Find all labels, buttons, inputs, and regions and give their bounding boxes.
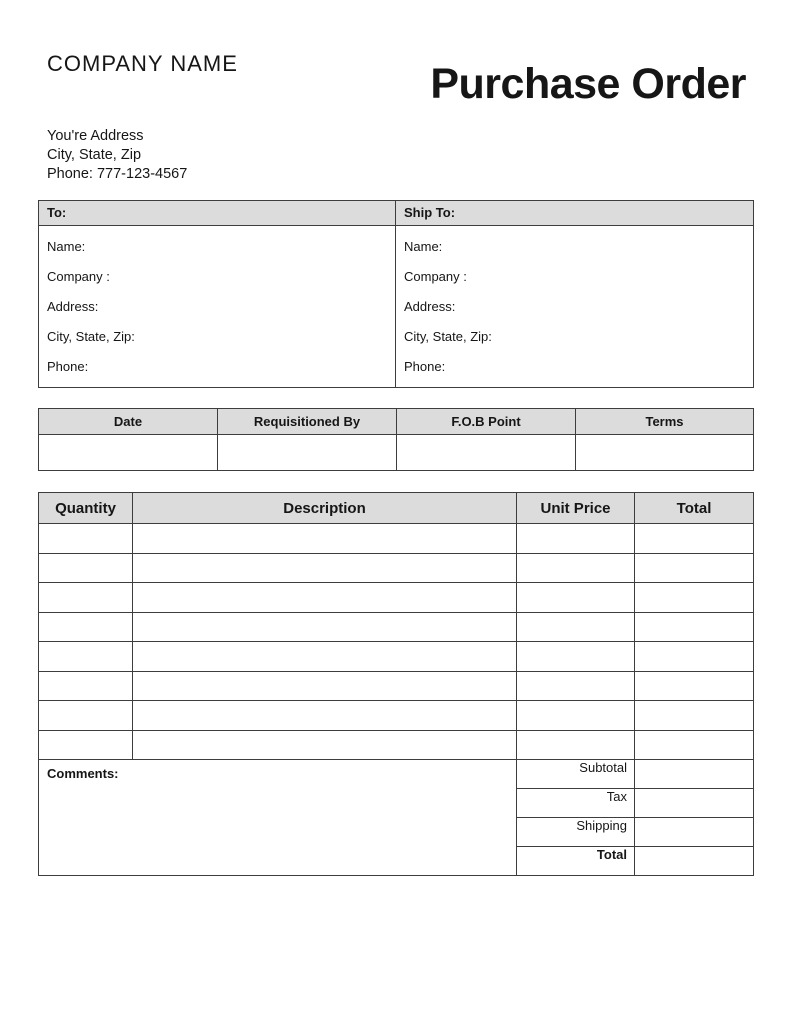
item-cell-total (635, 642, 754, 672)
item-cell-total (635, 524, 754, 554)
page-title: Purchase Order (430, 60, 746, 108)
item-cell-description (133, 642, 517, 672)
shipto-field-city-state-zip: City, State, Zip: (404, 329, 492, 344)
to-fields-cell (39, 226, 396, 388)
item-row (39, 642, 754, 672)
item-cell-description (133, 612, 517, 642)
summary-value-total (635, 847, 754, 876)
item-cell-total (635, 671, 754, 701)
item-cell-quantity (39, 701, 133, 731)
to-field-city-state-zip: City, State, Zip: (47, 329, 135, 344)
item-cell-description (133, 553, 517, 583)
item-cell-description (133, 701, 517, 731)
order-info-table (38, 408, 754, 471)
item-cell-unit-price (517, 612, 635, 642)
shipto-field-address: Address: (404, 299, 456, 314)
to-field-address: Address: (47, 299, 99, 314)
item-row (39, 671, 754, 701)
item-cell-quantity (39, 612, 133, 642)
item-row (39, 730, 754, 760)
summary-table (38, 759, 754, 876)
order-info-header-fob-point: F.O.B Point (397, 409, 576, 435)
company-address-line: City, State, Zip (47, 147, 142, 163)
item-cell-quantity (39, 642, 133, 672)
summary-label-subtotal: Subtotal (517, 760, 635, 789)
items-header-unit-price: Unit Price (517, 493, 635, 524)
item-cell-unit-price (517, 553, 635, 583)
item-cell-total (635, 583, 754, 613)
item-row (39, 583, 754, 613)
company-name: COMPANY NAME (47, 51, 238, 76)
to-field-company: Company : (47, 269, 110, 284)
item-cell-unit-price (517, 642, 635, 672)
item-row (39, 701, 754, 731)
summary-value-subtotal (635, 760, 754, 789)
comments-cell (39, 760, 517, 876)
item-cell-total (635, 612, 754, 642)
items-header-quantity: Quantity (39, 493, 133, 524)
item-cell-quantity (39, 583, 133, 613)
to-field-phone: Phone: (47, 359, 89, 374)
items-header-total: Total (635, 493, 754, 524)
order-info-value-requisitioned-by (218, 435, 397, 471)
item-cell-quantity (39, 553, 133, 583)
item-cell-unit-price (517, 583, 635, 613)
summary-value-tax (635, 789, 754, 818)
item-cell-unit-price (517, 730, 635, 760)
comments-label: Comments: (47, 766, 119, 781)
item-cell-quantity (39, 730, 133, 760)
item-cell-unit-price (517, 701, 635, 731)
line-items-table (38, 492, 754, 760)
order-info-header-requisitioned-by: Requisitioned By (218, 409, 397, 435)
summary-label-total: Total (517, 847, 635, 876)
order-info-value-terms (576, 435, 754, 471)
shipto-field-phone: Phone: (404, 359, 446, 374)
items-header-description: Description (133, 493, 517, 524)
item-cell-quantity (39, 671, 133, 701)
summary-value-shipping (635, 818, 754, 847)
item-cell-description (133, 583, 517, 613)
company-phone-line: Phone: 777-123-4567 (47, 166, 188, 182)
item-row (39, 612, 754, 642)
summary-label-shipping: Shipping (517, 818, 635, 847)
item-row (39, 553, 754, 583)
to-field-name: Name: (47, 239, 86, 254)
item-cell-description (133, 730, 517, 760)
order-info-value-fob-point (397, 435, 576, 471)
item-cell-unit-price (517, 524, 635, 554)
summary-label-tax: Tax (517, 789, 635, 818)
item-cell-total (635, 701, 754, 731)
item-cell-total (635, 730, 754, 760)
items-table-body (39, 524, 754, 760)
to-header: To: (39, 201, 396, 226)
item-cell-description (133, 671, 517, 701)
item-row (39, 524, 754, 554)
shipto-fields-cell (396, 226, 754, 388)
shipto-field-name: Name: (404, 239, 443, 254)
item-cell-total (635, 553, 754, 583)
order-info-header-terms: Terms (576, 409, 754, 435)
item-cell-quantity (39, 524, 133, 554)
item-cell-unit-price (517, 671, 635, 701)
company-address-block (47, 127, 187, 184)
order-info-header-date: Date (39, 409, 218, 435)
shipto-field-company: Company : (404, 269, 467, 284)
shipto-header: Ship To: (396, 201, 754, 226)
to-shipto-table (38, 200, 754, 388)
order-info-value-date (39, 435, 218, 471)
item-cell-description (133, 524, 517, 554)
company-address-line: You're Address (47, 128, 144, 144)
